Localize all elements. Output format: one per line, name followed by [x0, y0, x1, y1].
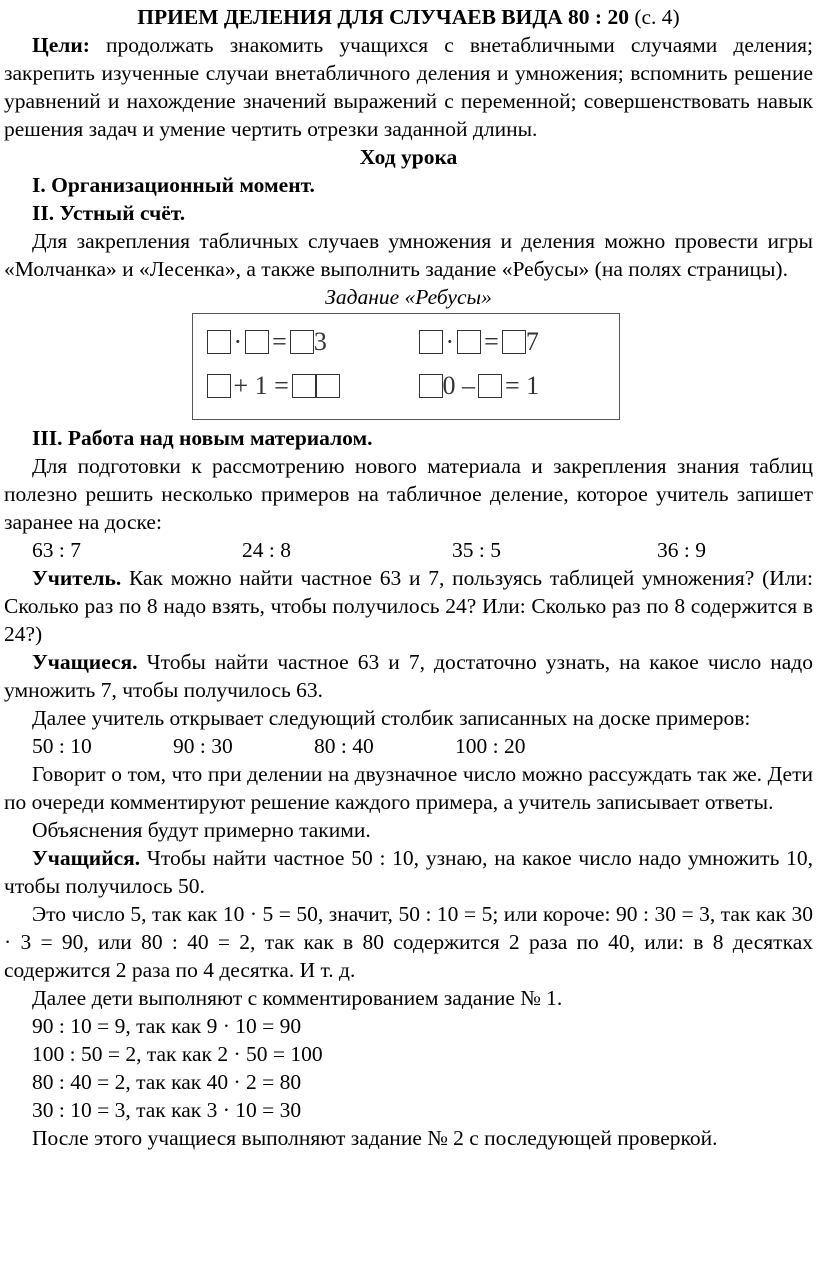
example-item: 24 : 8 — [242, 538, 291, 562]
students-label: Учащиеся. — [32, 650, 138, 674]
empty-box — [290, 330, 314, 354]
rebus-op: + 1 = — [233, 371, 289, 400]
goals-label: Цели: — [32, 33, 90, 57]
examples-row-b — [4, 732, 813, 760]
lesson-heading — [4, 143, 813, 171]
goals-paragraph — [4, 31, 813, 143]
section-3-text: III. Работа над новым материалом. — [32, 426, 373, 450]
rebus-row-2-right — [419, 372, 543, 400]
example-item: 50 : 10 — [32, 734, 92, 758]
empty-box — [207, 374, 231, 398]
task-1-paragraph: Далее дети выполняют с комментированием задание № 1. — [32, 986, 563, 1010]
example-item: 63 : 7 — [32, 538, 81, 562]
empty-box — [419, 330, 443, 354]
oral-count-paragraph: Для закрепления табличных случаев умножения и деления можно провести игры «Молчанка» и «Лесенка», а также выполнить задание «Ребусы» (на полях страницы). — [4, 229, 813, 281]
student-paragraph — [4, 844, 813, 900]
section-3-heading — [4, 424, 813, 452]
rebus-row-1-left — [207, 328, 327, 356]
goals-text: продолжать знакомить учащихся с внетабличными случаями деления; закрепить изученные случаи внетабличного деления и умножения; вспомнить решение уравнений и нахождение значений выражений с переменной; совершенствовать навык решения задач и умение чертить отрезки заданной длины. — [4, 33, 814, 141]
teacher-paragraph — [4, 564, 813, 648]
reasoning-paragraph: Говорит о том, что при делении на двузначное число можно рассуждать так же. Дети по очереди комментируют решение каждого примера, а учитель записывает ответы. — [4, 762, 813, 814]
rebus-box — [192, 313, 620, 420]
final-paragraph: После этого учащиеся выполняют задание № 2 с последующей проверкой. — [32, 1126, 718, 1150]
empty-box — [457, 330, 481, 354]
student-text: Чтобы найти частное 50 : 10, узнаю, на какое число надо умножить 10, чтобы получилось 50. — [4, 846, 813, 898]
task-1-line: 100 : 50 = 2, так как 2 · 50 = 100 — [32, 1042, 323, 1066]
example-item: 35 : 5 — [452, 538, 501, 562]
rebus-op: = — [484, 327, 499, 356]
empty-box — [292, 374, 316, 398]
example-item: 36 : 9 — [657, 538, 706, 562]
section-1-text: I. Организационный момент. — [32, 173, 315, 197]
empty-box — [245, 330, 269, 354]
empty-box — [419, 374, 443, 398]
empty-box — [478, 374, 502, 398]
teacher-label: Учитель. — [32, 566, 122, 590]
lesson-heading-text: Ход урока — [359, 145, 458, 169]
page-title — [4, 3, 813, 31]
section-1-heading — [4, 171, 813, 199]
students-text: Чтобы найти частное 63 и 7, достаточно узнать, на какое число надо умножить 7, чтобы получилось 63. — [4, 650, 813, 702]
rebus-op: = 1 — [505, 371, 540, 400]
student-label: Учащийся. — [32, 846, 141, 870]
rebus-op: = — [272, 327, 287, 356]
example-item: 80 : 40 — [314, 734, 374, 758]
example-item: 90 : 30 — [173, 734, 233, 758]
explanations-paragraph: Объяснения будут примерно такими. — [32, 818, 371, 842]
rebus-op: · — [445, 327, 455, 356]
rebus-row-2-left — [207, 372, 340, 400]
task-1-line: 90 : 10 = 9, так как 9 · 10 = 90 — [32, 1014, 302, 1038]
task-1-line: 80 : 40 = 2, так как 40 · 2 = 80 — [32, 1070, 302, 1094]
number-paragraph: Это число 5, так как 10 · 5 = 50, значит, 50 : 10 = 5; или короче: 90 : 30 = 3, так как 30 · 3 = 90, или 80 : 40 = 2, так как в 80 содержится 2 раза по 40, или: в 8 десятках содержится 2 раза по 4 десятка. И т. д. — [4, 902, 813, 982]
rebus-digit: 7 — [525, 327, 539, 356]
rebus-row-1-right — [419, 328, 539, 356]
rebus-caption: Задание «Ребусы» — [325, 285, 492, 309]
empty-box — [502, 330, 526, 354]
section-2-heading — [4, 199, 813, 227]
section-2-text: II. Устный счёт. — [32, 201, 186, 225]
title-main: ПРИЕМ ДЕЛЕНИЯ ДЛЯ СЛУЧАЕВ ВИДА 80 : 20 — [137, 5, 629, 29]
task-1-line: 30 : 10 = 3, так как 3 · 10 = 30 — [32, 1098, 302, 1122]
teacher-text: Как можно найти частное 63 и 7, пользуясь таблицей умножения? (Или: Сколько раз по 8 надо взять, чтобы получилось 24? Или: Сколько раз по 8 содержится в 24?) — [4, 566, 813, 646]
empty-box — [316, 374, 340, 398]
rebus-digit: 3 — [313, 327, 327, 356]
examples-row-a — [4, 536, 813, 564]
rebus-op: 0 – — [442, 371, 475, 400]
empty-box — [207, 330, 231, 354]
next-column-paragraph: Далее учитель открывает следующий столбик записанных на доске примеров: — [32, 706, 751, 730]
title-page-ref: (с. 4) — [634, 5, 680, 29]
students-paragraph — [4, 648, 813, 704]
example-item: 100 : 20 — [455, 734, 526, 758]
preparation-paragraph: Для подготовки к рассмотрению нового материала и закрепления знания таблиц полезно решить несколько примеров на табличное деление, которое учитель запишет заранее на доске: — [4, 454, 813, 534]
rebus-op: · — [233, 327, 243, 356]
